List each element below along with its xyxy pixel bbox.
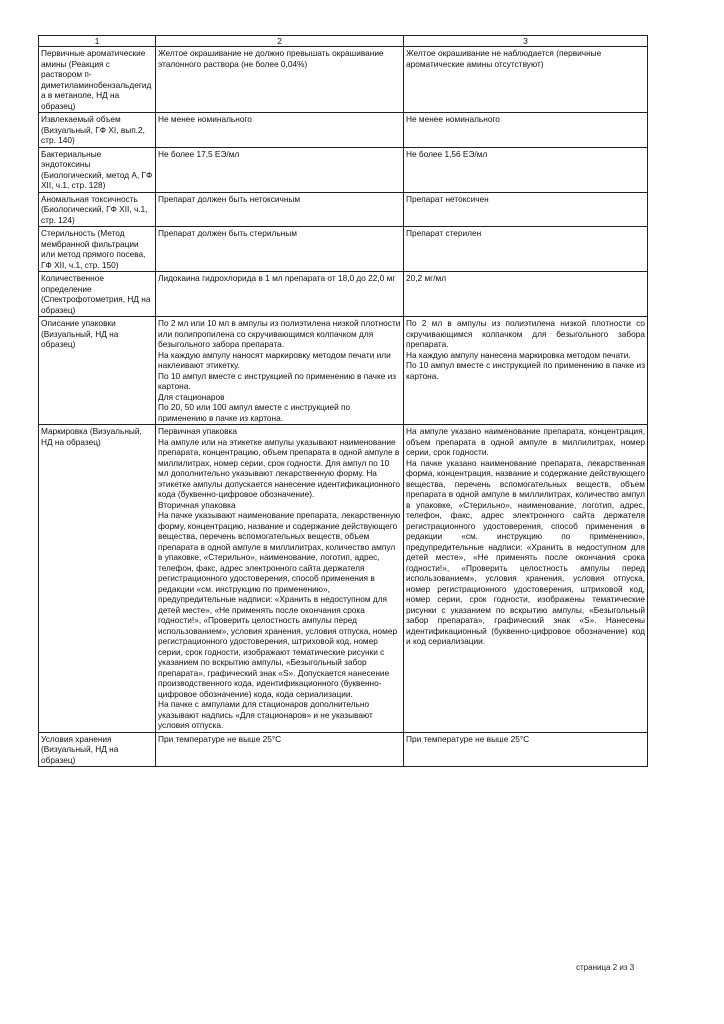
result-cell (404, 147, 648, 192)
param-cell (39, 317, 156, 425)
header-row (39, 36, 648, 47)
norm-cell (156, 147, 404, 192)
norm-text: Препарат должен быть стерильным (158, 228, 297, 238)
param-cell (39, 272, 156, 317)
param-cell (39, 113, 156, 148)
param-text: Бактериальные эндотоксины (Биологический, метод А, ГФ XII, ч.1, стр. 128) (41, 148, 153, 190)
table-row (39, 227, 648, 272)
param-text: Извлекаемый объем (Визуальный, ГФ XI, вып.2, стр. 140) (41, 114, 145, 145)
result-cell (404, 425, 648, 733)
table-row (39, 147, 648, 192)
norm-text: Желтое окрашивание не должно превышать окрашивание эталонного раствора (не более 0,04%) (158, 48, 384, 69)
result-cell (404, 227, 648, 272)
result-text: Препарат нетоксичен (406, 193, 489, 204)
norm-text: Первичная упаковка На ампуле или на этикетке ампулы указывают наименование препарата, концентрацию, объем препарата в одной ампуле в миллилитрах, номер серии, срок годности. Для ампул по 10 мл дополнительно указывают лекарственную форму. На этикетке ампулы допускается нанесение идентификационного кода (буквенно-цифровое обозначение). Вторичная упаковка На пачке указывают наименование препарата, лекарственную форму, концентрацию, название и содержание действующего вещества, перечень вспомогательных веществ, объем препарата в одной ампуле в миллилитрах, количество ампул в упаковке, «Стерильно», наименование, логотип, адрес, телефон, факс, адрес электронного сайта держателя регистрационного удостоверения, способ применения в редакции «см. инструкцию по применению», предупредительные надписи: «Хранить в недоступном для детей месте», «Не применять после окончания срока годности!», «Проверить целостность ампулы перед использованием», условия хранения, условия отпуска, номер регистрационного удостоверения, штриховой код, номер серии, срок годности, изображают тематические рисунки с указанием по вскрытию ампулы, «Безыгольный забор препарата», графический знак «S». Допускается нанесение производственного кода, идентификационного (буквенно-цифровое обозначение) кода, кода сериализации. На пачке с ампулами для стационаров дополнительно указывают надпись «Для стационаров» и не указывают условия отпуска. (158, 426, 401, 730)
norm-cell (156, 113, 404, 148)
header-col-1: 1 (39, 36, 156, 47)
result-cell (404, 272, 648, 317)
param-cell (39, 147, 156, 192)
result-cell (404, 732, 648, 767)
result-text: 20,2 мг/мл (406, 273, 447, 283)
norm-cell (156, 227, 404, 272)
param-cell (39, 425, 156, 733)
result-cell (404, 47, 648, 113)
param-text: Количественное определение (Спектрофотометрия, НД на образец) (41, 273, 151, 315)
param-cell (39, 732, 156, 767)
norm-text: Не менее номинального (158, 114, 252, 124)
norm-cell (156, 425, 404, 733)
table-row (39, 317, 648, 425)
param-cell (39, 227, 156, 272)
result-text: Препарат стерилен (406, 228, 482, 238)
result-text: Не более 1,56 ЕЭ/мл (406, 148, 488, 159)
result-cell (404, 192, 648, 227)
param-text: Описание упаковки (Визуальный, НД на образец) (41, 318, 119, 349)
table-row (39, 192, 648, 227)
result-cell (404, 317, 648, 425)
norm-cell (156, 272, 404, 317)
table-row (39, 272, 648, 317)
norm-text: По 2 мл или 10 мл в ампулы из полиэтилена низкой плотности или полипропилена со скручивающимся колпачком для безыгольного забора препарата. На каждую ампулу наносят маркировку методом печати или наклеивают этикетку. По 10 ампул вместе с инструкцией по применению в пачке из картона. Для стационаров По 20, 50 или 100 ампул вместе с инструкцией по применению в пачке из картона. (158, 318, 401, 423)
result-text: Не менее номинального (406, 114, 500, 124)
param-text: Аномальная токсичность (Биологический, ГФ XII, ч.1, стр. 124) (41, 193, 148, 225)
result-text: На ампуле указано наименование препарата, концентрация, объем препарата в одной ампуле в миллилитрах, номер серии, срок годности. На пачке указано наименование препарата, лекарственная форма, концентрация, название и содержание действующего вещества, перечень вспомогательных веществ, объем препарата в одной ампуле в миллилитрах, количество ампул в упаковке, «Стерильно», наименование, логотип, адрес, телефон, факс, адрес электронного сайта держателя регистрационного удостоверения, способ применения в редакции «см. инструкцию по применению», предупредительные надписи: «Хранить в недоступном для детей месте», «Не применять после окончания срока годности!», «Проверить целостность ампулы перед использованием», условия хранения, условия отпуска, номер регистрационного удостоверения, штриховой код, номер серии, срок годности, изображены тематические рисунки с указанием по вскрытию ампулы, «Безыгольный забор препарата», графический знак «S». Нанесены идентификационный (буквенно-цифровое обозначение) код и код сериализации. (406, 426, 645, 646)
table-row (39, 425, 648, 733)
norm-cell (156, 317, 404, 425)
result-text: При температуре не выше 25°С (406, 733, 530, 744)
param-text: Первичные ароматические амины (Реакция с раствором п-диметиламинобензальдегида в метаноле, НД на образец) (41, 48, 152, 111)
norm-text: Препарат должен быть нетоксичным (158, 193, 301, 204)
norm-cell (156, 192, 404, 227)
table-row (39, 47, 648, 113)
param-cell (39, 47, 156, 113)
norm-cell (156, 732, 404, 767)
result-cell (404, 113, 648, 148)
header-col-3: 3 (404, 36, 648, 47)
table-row (39, 732, 648, 767)
norm-text: При температуре не выше 25°С (158, 733, 282, 744)
norm-text: Не более 17,5 ЕЭ/мл (158, 148, 240, 159)
result-text: По 2 мл в ампулы из полиэтилена низкой плотности со скручивающимся колпачком для безыгольного забора препарата. На каждую ампулу нанесена маркировка методом печати. По 10 ампул вместе с инструкцией по применению в пачке из картона. (406, 318, 645, 381)
page-number: страница 2 из 3 (576, 963, 635, 972)
table-row (39, 113, 648, 148)
param-text: Условия хранения (Визуальный, НД на образец) (41, 733, 119, 765)
param-text: Маркировка (Визуальный, НД на образец) (41, 426, 142, 447)
result-text: Желтое окрашивание не наблюдается (первичные ароматические амины отсутствуют) (406, 48, 602, 69)
param-text: Стерильность (Метод мембранной фильтрации или метод прямого посева, ГФ XII, ч.1, стр. 150) (41, 228, 146, 270)
norm-text: Лидокаина гидрохлорида в 1 мл препарата от 18,0 до 22,0 мг (158, 273, 396, 283)
param-cell (39, 192, 156, 227)
spec-table (38, 35, 648, 767)
header-col-2: 2 (156, 36, 404, 47)
norm-cell (156, 47, 404, 113)
